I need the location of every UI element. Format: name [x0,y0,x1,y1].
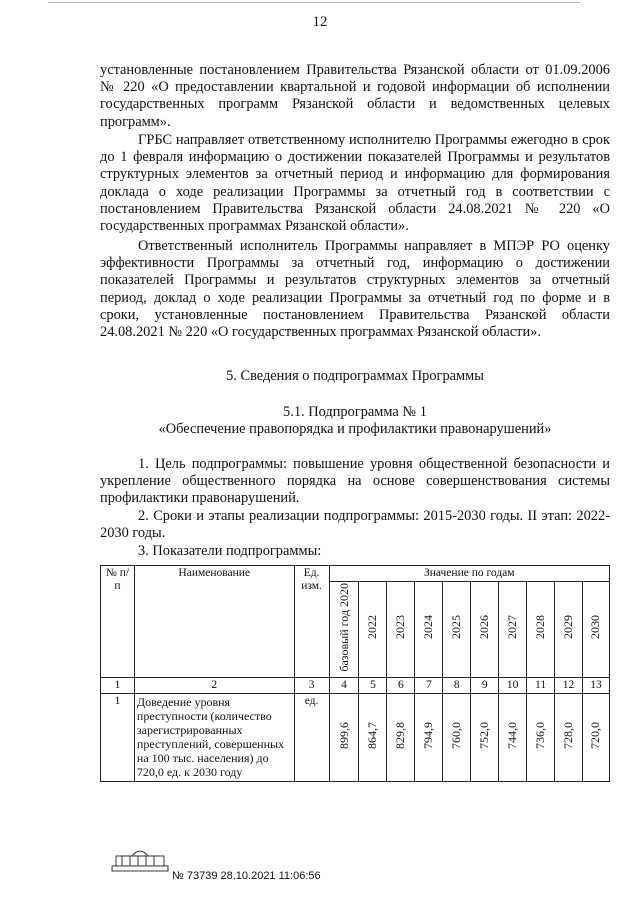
column-number: 4 [329,677,359,693]
column-number-row [101,677,610,693]
column-number: 5 [359,677,387,693]
column-number: 6 [387,677,415,693]
year-column: 2026 [477,615,492,640]
header-num: № п/п [101,566,135,678]
item-goal: 1. Цель подпрограммы: повышение уровня общественной безопасности и укрепление общественного порядка на основе совершенствования системы профилактики правонарушений. [100,456,610,507]
year-column: 2030 [588,615,603,640]
item-indicators: 3. Показатели подпрограммы: [138,543,322,559]
item-terms: 2. Сроки и этапы реализации подпрограммы: 2015-2030 годы. II этап: 2022-2030 годы. [100,508,610,542]
year-column: 2022 [365,615,380,640]
column-number: 10 [499,677,527,693]
row-num: 1 [101,693,135,781]
column-number: 9 [471,677,499,693]
column-number: 12 [555,677,583,693]
row-value: 829,8 [393,721,408,749]
row-value: 899,6 [336,721,351,749]
paragraph-1: установленные постановлением Правительства Рязанской области от 01.09.2006 № 220 «О предоставлении квартальной и годовой информации об исполнении государственных программ Рязанской области и ведомственных целевых программ». [100,62,610,130]
column-number: 1 [101,677,135,693]
row-value: 760,0 [449,721,464,749]
government-emblem-icon [110,846,170,874]
row-value: 736,0 [533,721,548,749]
year-column: 2028 [533,615,548,640]
paragraph-2: ГРБС направляет ответственному исполнителю Программы ежегодно в срок до 1 февраля информацию о достижении показателей Программы и результатов структурных элементов за отчетный период и информацию для формирования доклада о ходе реализации Программы за отчетный год в соответствии с постановлением Правительства Рязанской области 24.08.2021 № 220 «О государственных программах Рязанской области». [100,132,610,235]
header-unit: Ед. изм. [294,566,329,678]
column-number: 8 [443,677,471,693]
row-value: 864,7 [365,721,380,749]
top-edge-line [48,2,580,3]
subprogram-title: 5.1. Подпрограмма № 1 [283,404,427,420]
year-column: 2027 [505,615,520,640]
column-number: 7 [415,677,443,693]
document-registration: № 73739 28.10.2021 11:06:56 [172,870,321,882]
page-number: 12 [312,14,328,30]
column-number: 13 [582,677,609,693]
column-number: 2 [134,677,294,693]
table-row [101,693,610,781]
year-column: 2023 [393,615,408,640]
header-name: Наименование [134,566,294,678]
column-number: 11 [527,677,555,693]
row-value: 752,0 [477,721,492,749]
row-name: Доведение уровня преступности (количество зарегистрированных преступлений, совершенных на 100 тыс. населения) до 720,0 ед. к 2030 году [134,693,294,781]
row-value: 728,0 [561,721,575,749]
year-column: 2025 [449,615,464,640]
year-column: 2024 [421,615,436,640]
row-value: 744,0 [505,721,520,749]
header-values: Значение по годам [329,566,609,582]
paragraph-3: Ответственный исполнитель Программы направляет в МПЭР РО оценку эффективности Программы за отчетный год, информацию о достижении показателей Программы и результатов структурных элементов за отчетный период, доклад о ходе реализации Программы за отчетный год по форме и в сроки, установленные постановлением Правительства Рязанской области 24.08.2021 № 220 «О государственных программах Рязанской области». [100,238,610,341]
row-value: 794,9 [421,721,436,749]
row-value: 720,0 [588,721,603,749]
year-column: базовый год 2020 [336,583,351,672]
year-column: 2029 [561,615,575,640]
subprogram-name: «Обеспечение правопорядка и профилактики правонарушений» [158,421,552,437]
indicators-table [100,565,610,782]
section-heading: 5. Сведения о подпрограммах Программы [226,368,484,384]
row-unit: ед. [294,693,329,781]
column-number: 3 [294,677,329,693]
